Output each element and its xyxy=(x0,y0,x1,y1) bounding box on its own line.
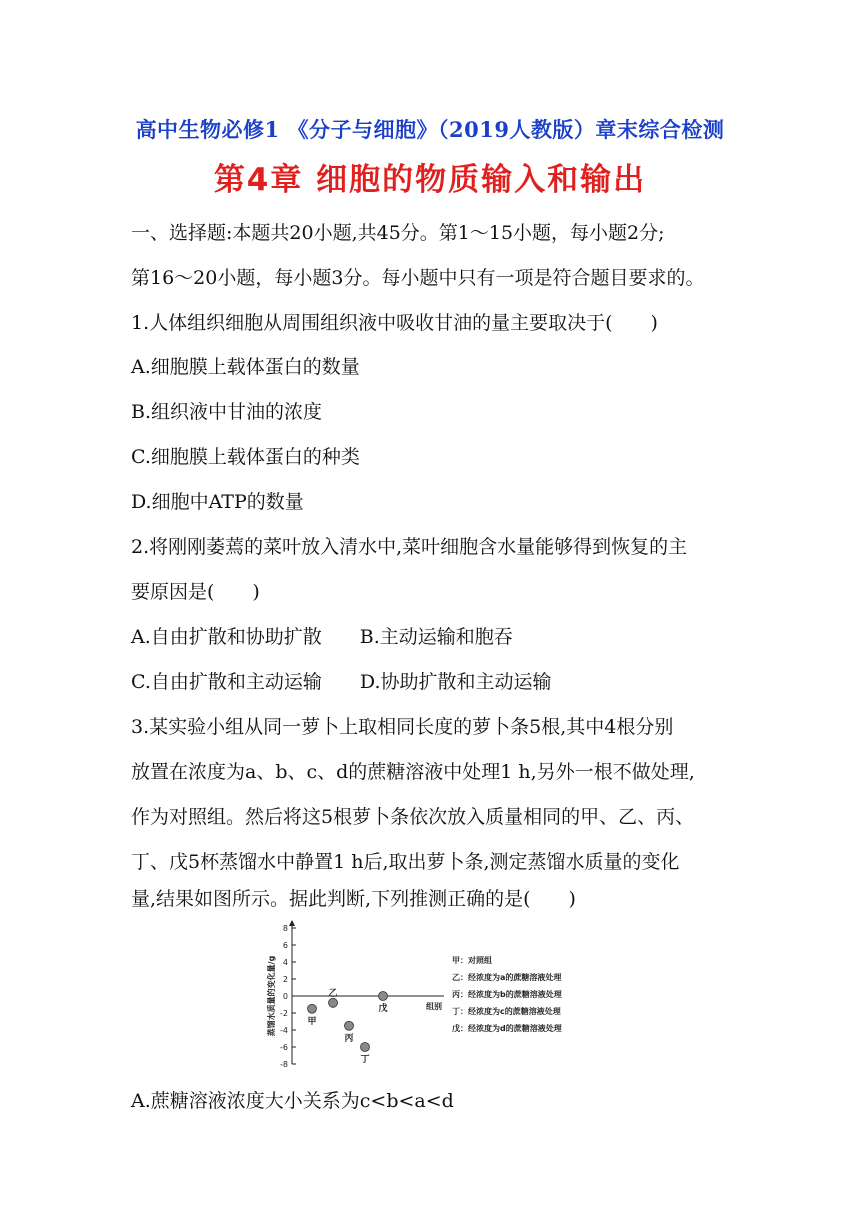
section-instructions-line-2: 第16～20小题，每小题3分。每小题中只有一项是符合题目要求的。 xyxy=(131,267,705,289)
data-point-label: 乙 xyxy=(328,988,338,999)
question-3-option-a: A.蔗糖溶液浓度大小关系为c<b<a<d xyxy=(131,1090,454,1112)
x-axis-label: 组别 xyxy=(426,1002,442,1011)
y-tick-label: -2 xyxy=(280,1009,288,1018)
y-tick-label: 8 xyxy=(282,924,288,933)
data-point xyxy=(361,1043,370,1052)
legend-entry: 丁：经浓度为c的蔗糖溶液处理 xyxy=(452,1007,561,1016)
question-3-stem-line-4: 丁、戊5杯蒸馏水中静置1 h后,取出萝卜条,测定蒸馏水质量的变化 xyxy=(131,851,680,873)
y-axis-arrow xyxy=(289,920,295,926)
question-1-stem: 1.人体组织细胞从周围组织液中吸收甘油的量主要取决于( ) xyxy=(131,312,658,334)
data-point xyxy=(345,1021,354,1030)
legend-entry: 甲：对照组 xyxy=(452,956,492,965)
y-tick-label: 6 xyxy=(282,941,288,950)
question-1-option-d: D.细胞中ATP的数量 xyxy=(131,491,304,513)
question-3-stem-line-5: 量,结果如图所示。据此判断,下列推测正确的是( ) xyxy=(131,888,576,910)
question-2-options-cd: C.自由扩散和主动运输 D.协助扩散和主动运输 xyxy=(131,671,552,693)
question-3-stem-line-2: 放置在浓度为a、b、c、d的蔗糖溶液中处理1 h,另外一根不做处理, xyxy=(131,761,695,783)
section-instructions-line-1: 一、选择题:本题共20小题,共45分。第1～15小题，每小题2分; xyxy=(131,222,665,244)
data-point-label: 戊 xyxy=(378,1004,388,1014)
y-tick-label: 4 xyxy=(282,958,288,967)
legend-entry: 戊：经浓度为d的蔗糖溶液处理 xyxy=(452,1024,562,1033)
question-3-stem-line-1: 3.某实验小组从同一萝卜上取相同长度的萝卜条5根,其中4根分别 xyxy=(131,716,674,738)
y-tick-label: -8 xyxy=(280,1060,288,1068)
data-point xyxy=(329,998,338,1007)
data-point-label: 甲 xyxy=(307,1016,317,1027)
data-point xyxy=(308,1004,317,1013)
question-2-stem-line-1: 2.将刚刚萎蔫的菜叶放入清水中,菜叶细胞含水量能够得到恢复的主 xyxy=(131,536,688,558)
question-2-stem-line-2: 要原因是( ) xyxy=(131,581,260,603)
y-tick-label: -4 xyxy=(280,1026,288,1035)
data-point xyxy=(379,992,388,1001)
data-point-label: 丙 xyxy=(344,1033,354,1044)
legend-entry: 乙：经浓度为a的蔗糖溶液处理 xyxy=(452,973,562,982)
document-subtitle: 高中生物必修1 《分子与细胞》（2019人教版）章末综合检测 xyxy=(135,117,725,142)
scatter-chart xyxy=(262,918,602,1068)
y-tick-label: 2 xyxy=(282,975,288,984)
question-1-option-a: A.细胞膜上载体蛋白的数量 xyxy=(131,356,360,378)
question-2-options-ab: A.自由扩散和协助扩散 B.主动运输和胞吞 xyxy=(131,626,513,648)
data-point-label: 丁 xyxy=(360,1055,370,1065)
y-tick-label: 0 xyxy=(282,992,288,1001)
chart-plot-area xyxy=(266,920,563,1068)
question-3-stem-line-3: 作为对照组。然后将这5根萝卜条依次放入质量相同的甲、乙、丙、 xyxy=(131,806,695,828)
question-1-option-b: B.组织液中甘油的浓度 xyxy=(131,401,323,423)
chapter-title: 第4章 细胞的物质输入和输出 xyxy=(213,162,647,198)
question-1-option-c: C.细胞膜上载体蛋白的种类 xyxy=(131,446,360,468)
y-tick-label: -6 xyxy=(280,1043,288,1052)
legend-entry: 丙：经浓度为b的蔗糖溶液处理 xyxy=(452,990,562,999)
y-axis-label: 蒸馏水质量的变化量/g xyxy=(267,955,276,1037)
